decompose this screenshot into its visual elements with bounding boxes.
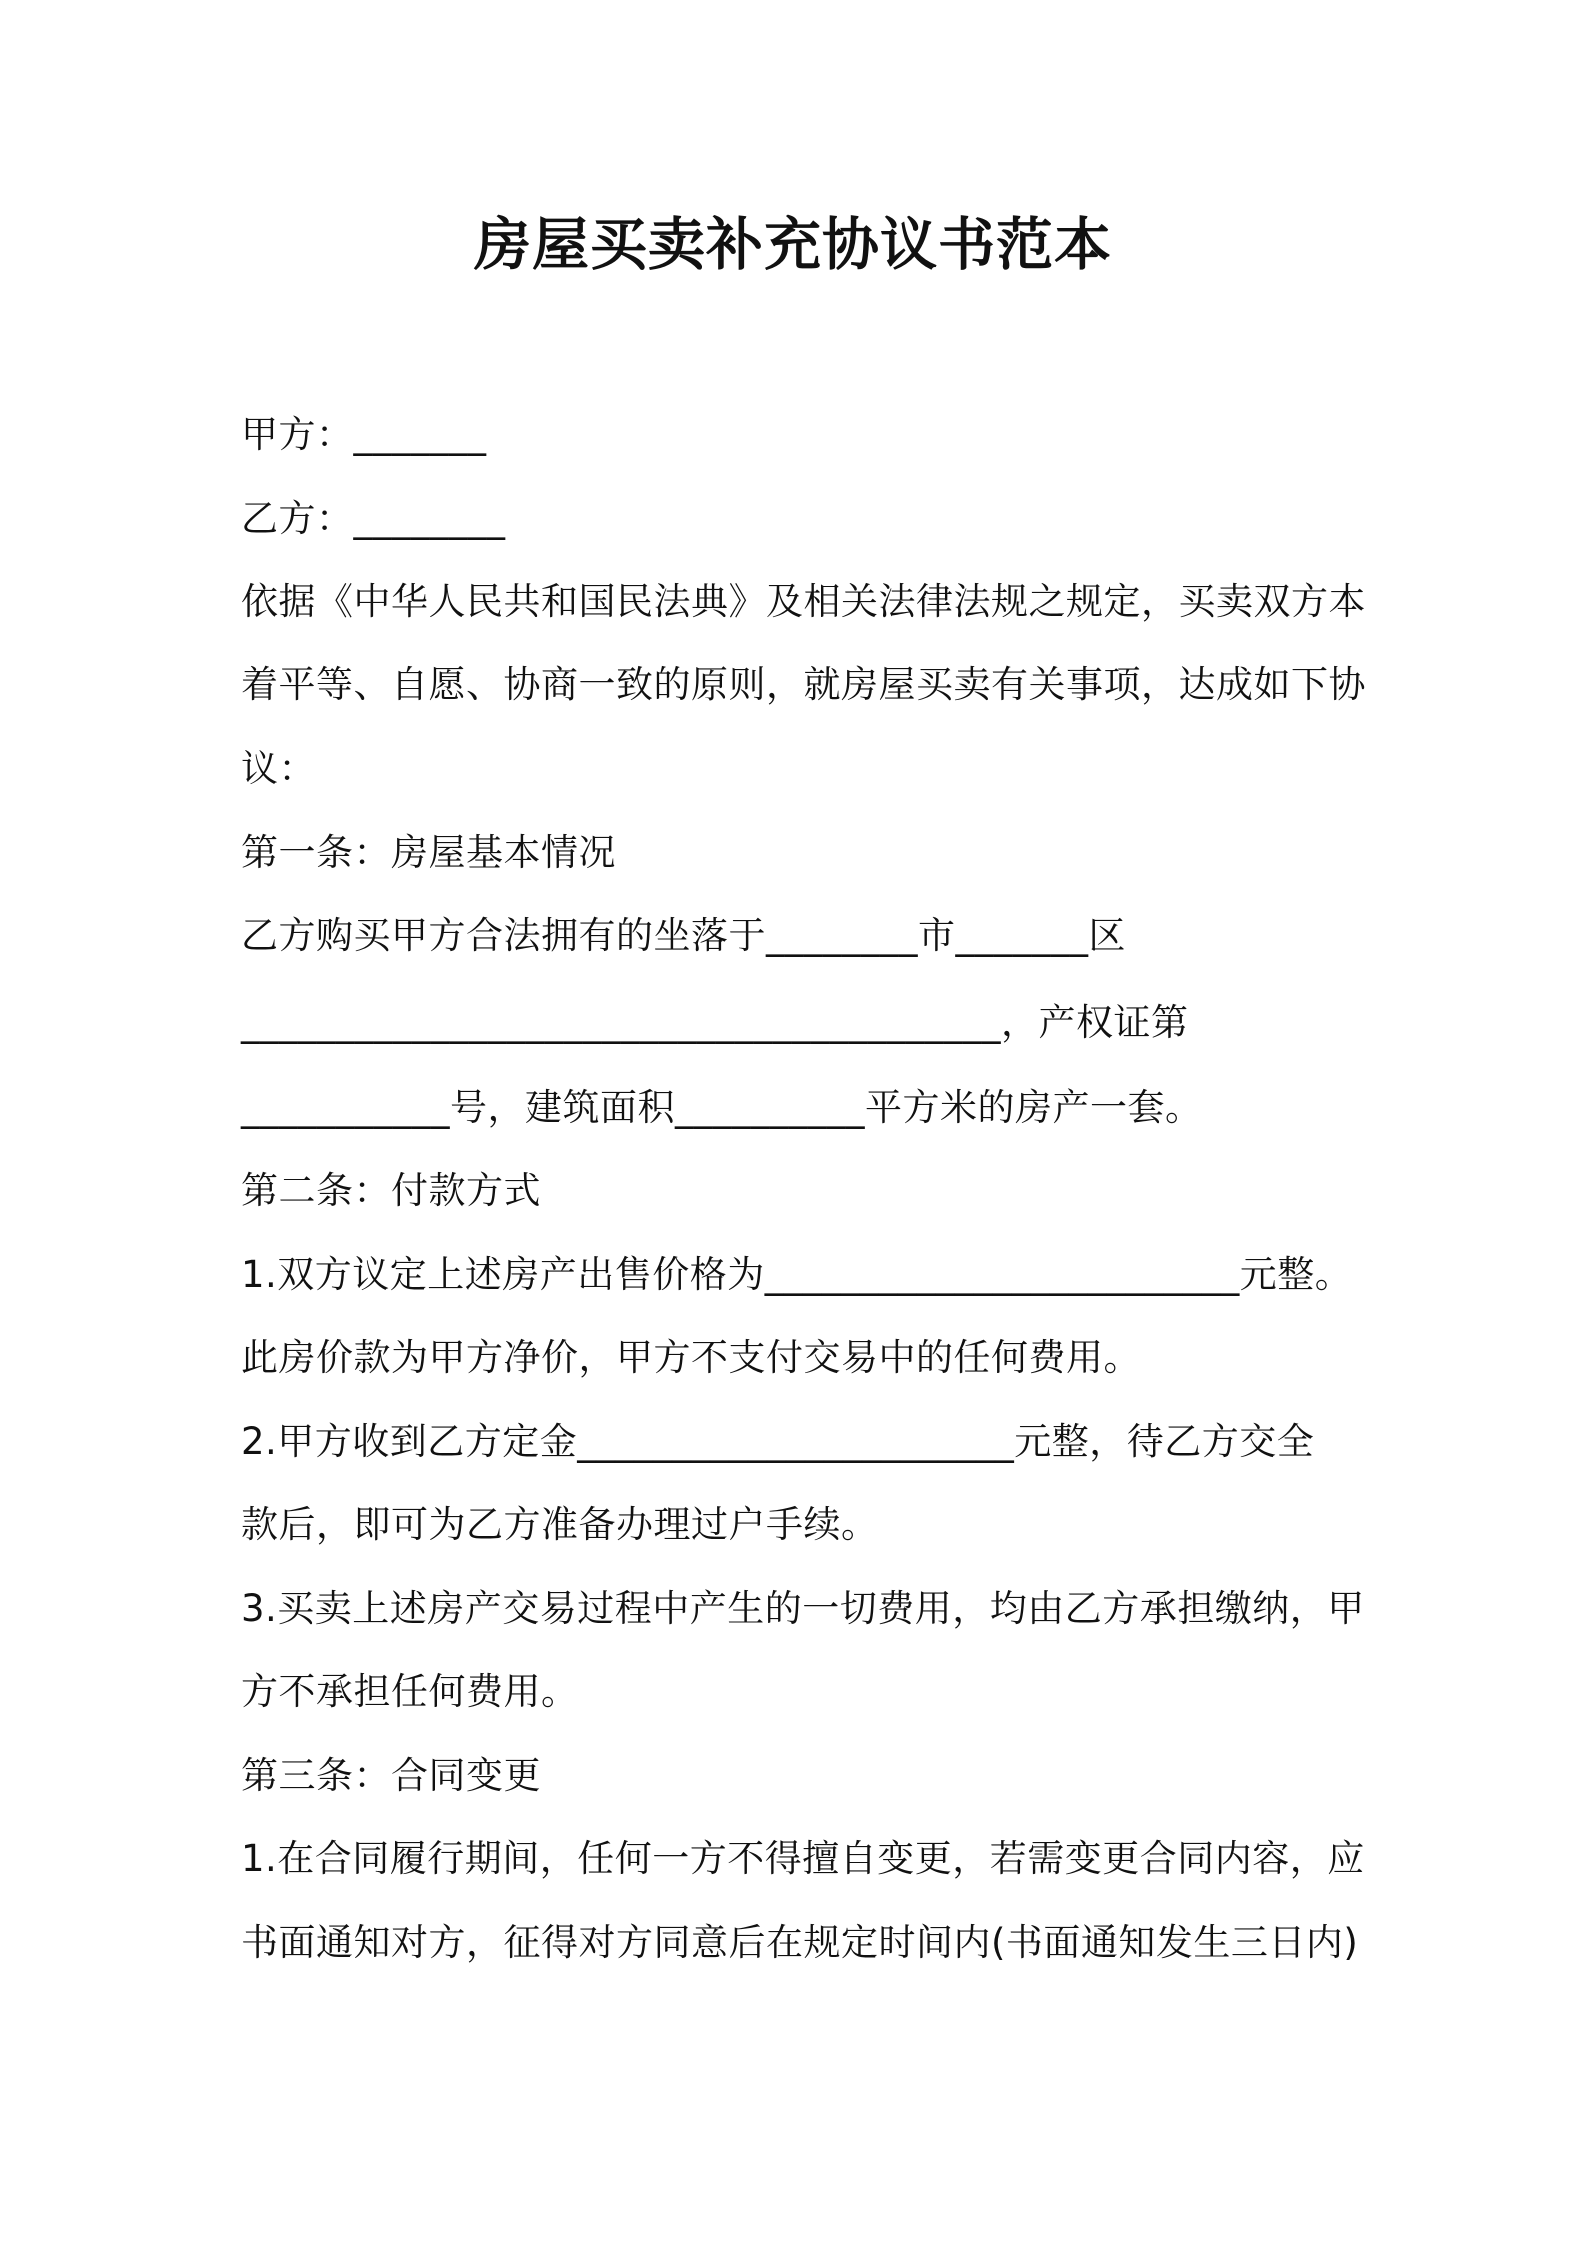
article-2-item-3-line-2: 方不承担任何费用。: [241, 1670, 579, 1713]
article-1-heading: 第一条：房屋基本情况: [241, 831, 616, 874]
article-2-item-1-line-1: 1.双方议定上述房产出售价格为_________________________元整。: [241, 1253, 1353, 1296]
article-3-item-1-line-2: 书面通知对方，征得对方同意后在规定时间内(书面通知发生三日内): [241, 1921, 1359, 1964]
preamble-line-1: 依据《中华人民共和国民法典》及相关法律法规之规定，买卖双方本: [241, 580, 1366, 623]
article-2-item-2-line-2: 款后，即可为乙方准备办理过户手续。: [241, 1503, 879, 1546]
party-b-line: 乙方：________: [241, 497, 506, 540]
article-2-item-3-line-1: 3.买卖上述房产交易过程中产生的一切费用，均由乙方承担缴纳，甲: [241, 1587, 1365, 1630]
article-3-heading: 第三条：合同变更: [241, 1754, 541, 1797]
article-2-heading: 第二条：付款方式: [241, 1169, 541, 1212]
document-title: 房屋买卖补充协议书范本: [474, 212, 1112, 278]
preamble-line-2: 着平等、自愿、协商一致的原则，就房屋买卖有关事项，达成如下协: [241, 663, 1366, 706]
article-2-item-1-line-2: 此房价款为甲方净价，甲方不支付交易中的任何费用。: [241, 1336, 1141, 1379]
article-2-item-2-line-1: 2.甲方收到乙方定金_______________________元整，待乙方交全: [241, 1420, 1315, 1463]
article-1-line-2: ________________________________________，产权证第: [241, 1001, 1189, 1044]
preamble-line-3: 议：: [241, 747, 316, 790]
party-a-line: 甲方：_______: [241, 413, 487, 456]
article-1-line-1: 乙方购买甲方合法拥有的坐落于________市_______区: [241, 914, 1126, 957]
article-1-line-3: ___________号，建筑面积__________平方米的房产一套。: [241, 1086, 1203, 1129]
article-3-item-1-line-1: 1.在合同履行期间，任何一方不得擅自变更，若需变更合同内容，应: [241, 1837, 1365, 1880]
